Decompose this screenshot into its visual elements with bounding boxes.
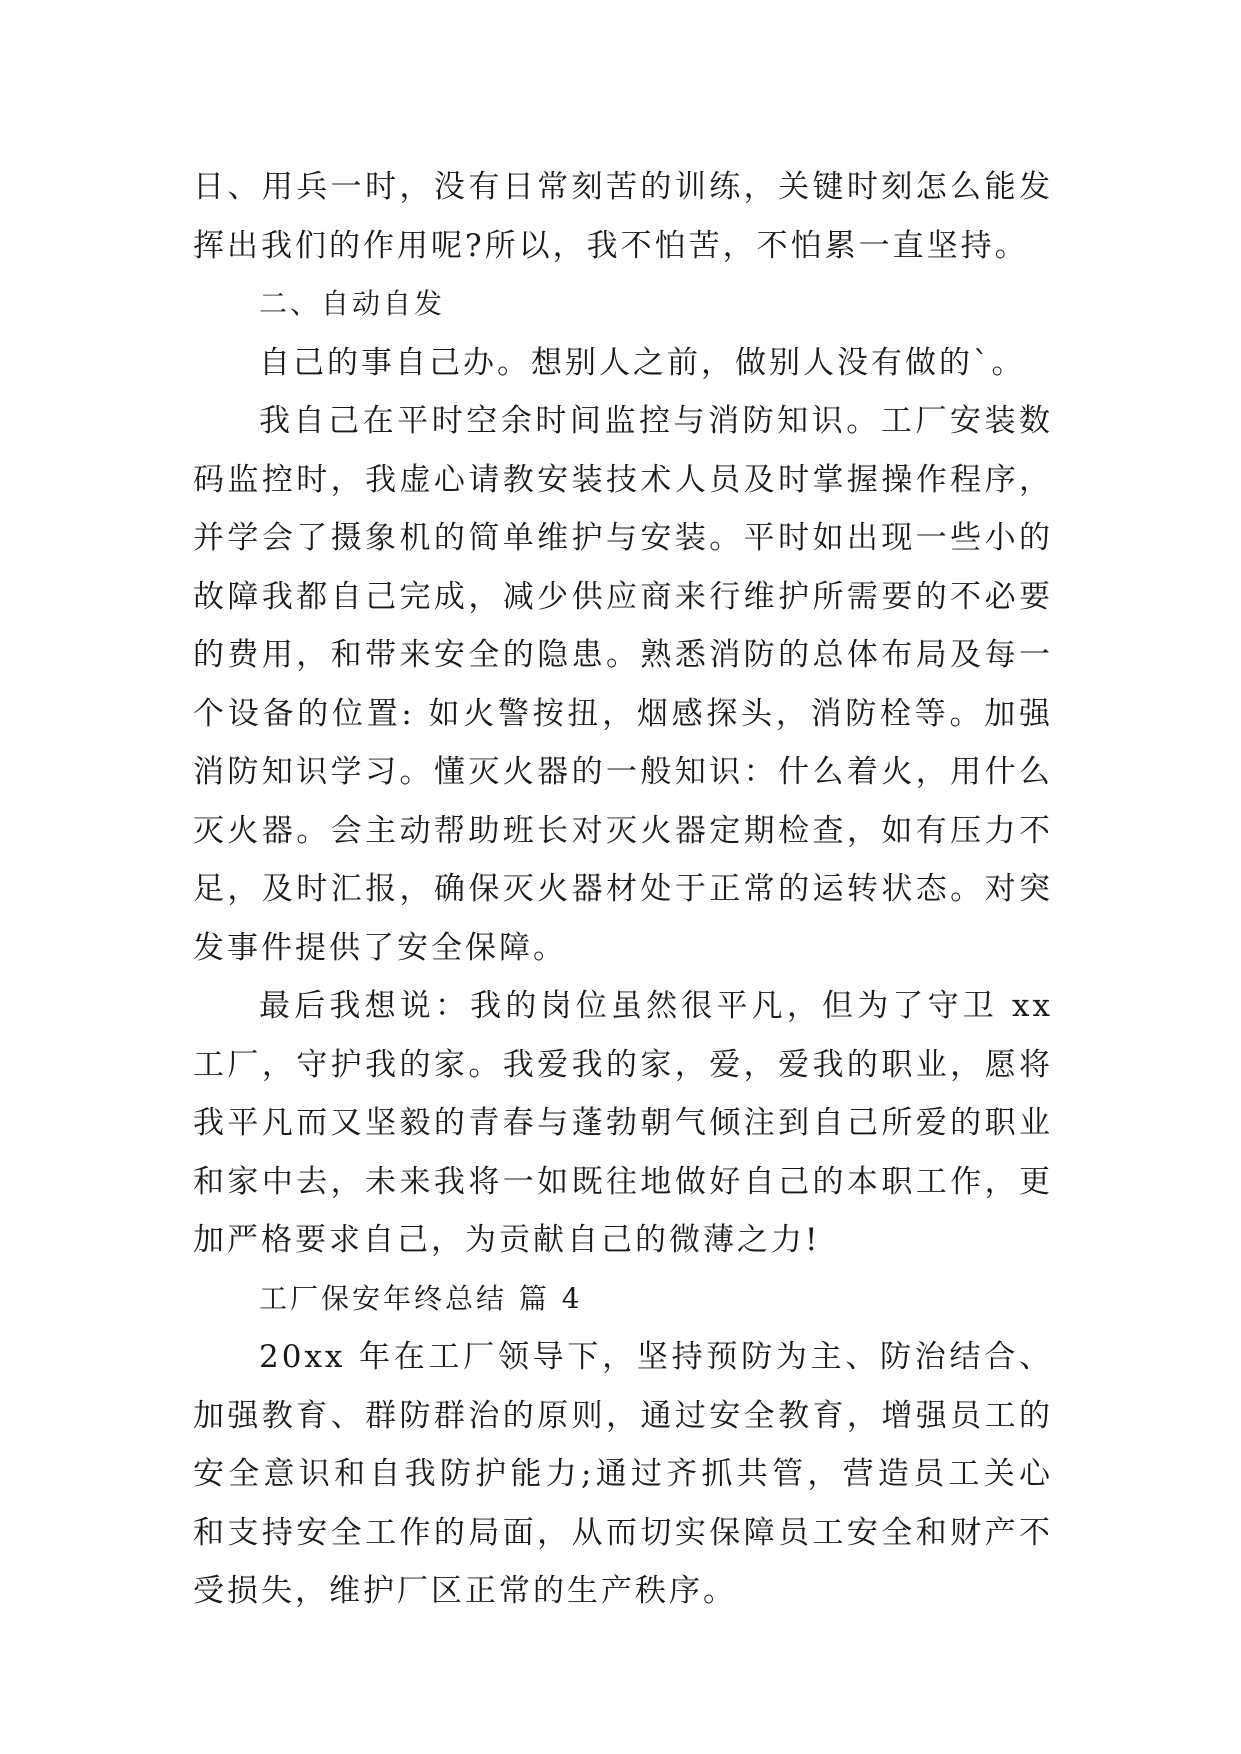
paragraph-continuation: 日、用兵一时，没有日常刻苦的训练，关键时刻怎么能发挥出我们的作用呢?所以，我不怕苦，不怕累一直坚持。 [193,169,1053,264]
section-heading-self-motivation: 二、自动自发 [259,287,446,320]
paragraph-monitoring-fire-safety: 我自己在平时空余时间监控与消防知识。工厂安装数码监控时，我虚心请教安装技术人员及时掌握操作程序，并学会了摄象机的简单维护与安装。平时如出现一些小的故障我都自己完成，减少供应商来行维护所需要的不必要的费用，和带来安全的隐患。熟悉消防的总体布局及每一个设备的位置: 如火警按扭，烟感探头，消防栓等。加强消防知识学习。懂灭火器的一般知识：什么着火，用什么灭火器。会主动帮助班长对灭火器定期检查，如有压力不足，及时汇报，确保灭火器材处于正常的运转状态。对突发事件提供了安全保障。 [193,403,1053,966]
document-body [193,158,1053,1621]
paragraph-annual-summary: 20xx 年在工厂领导下，坚持预防为主、防治结合、加强教育、群防群治的原则，通过安全教育，增强员工的安全意识和自我防护能力;通过齐抓共管，营造员工关心和支持安全工作的局面，从而切实保障员工安全和财产不受损失，维护厂区正常的生产秩序。 [193,1339,1053,1609]
paragraph-self-reliance: 自己的事自己办。想别人之前，做别人没有做的`。 [259,344,1026,381]
paragraph-closing-remarks: 最后我想说：我的岗位虽然很平凡，但为了守卫 xx 工厂，守护我的家。我爱我的家，爱，爱我的职业，愿将我平凡而又坚毅的青春与蓬勃朝气倾注到自己所爱的职业和家中去，未来我将一如既往地做好自己的本职工作，更加严格要求自己，为贡献自己的微薄之力! [193,988,1053,1258]
section-heading-part-4: 工厂保安年终总结 篇 4 [259,1281,583,1315]
